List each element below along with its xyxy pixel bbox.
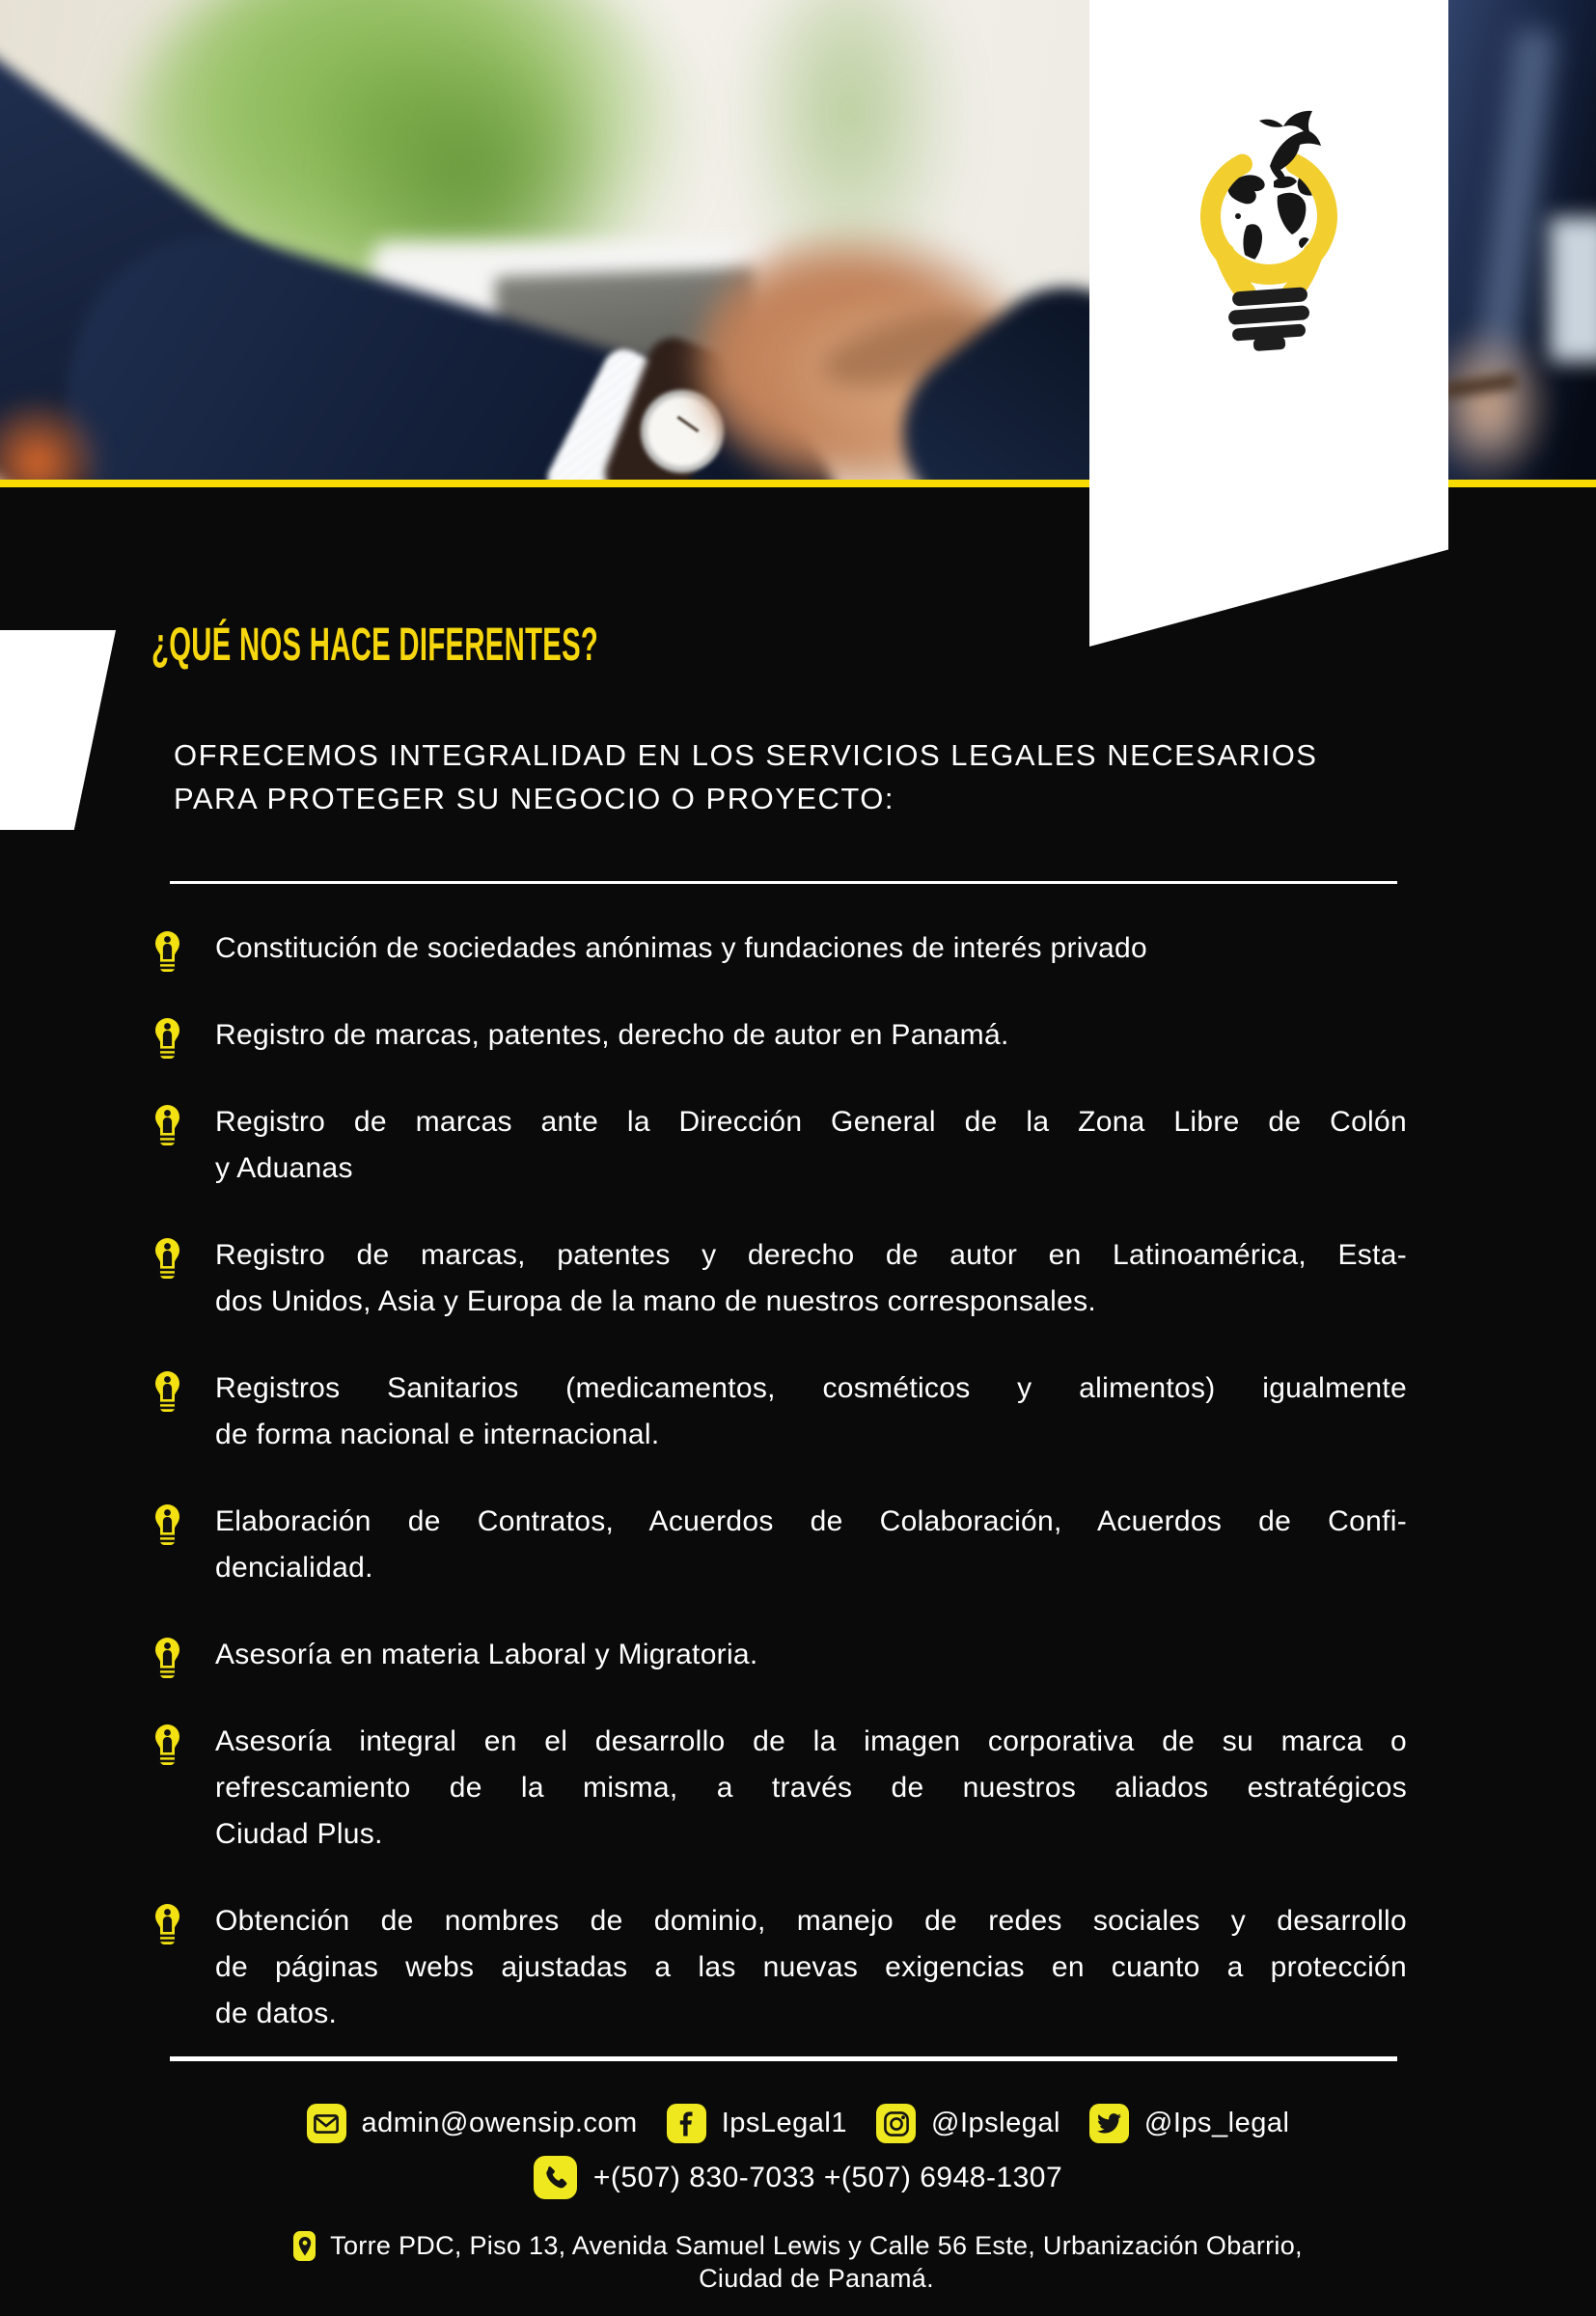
address-line-2: Ciudad de Panamá. xyxy=(699,2264,934,2293)
address-line-1: Torre PDC, Piso 13, Avenida Samuel Lewis y Calle 56 Este, Urbanización Obarrio, xyxy=(330,2231,1303,2260)
person-lightbulb-icon xyxy=(152,1103,182,1149)
phone-icon xyxy=(534,2156,577,2199)
service-text: Constitución de sociedades anónimas y fundaciones de interés privado xyxy=(215,932,1147,964)
service-text: Ciudad Plus. xyxy=(215,1818,383,1850)
facebook-icon xyxy=(667,2104,706,2143)
service-text: de páginas webs ajustadas a las nuevas exigencias en cuanto a protección xyxy=(215,1951,1407,1983)
left-white-wedge xyxy=(0,630,116,830)
service-text: Asesoría integral en el desarrollo de la imagen corporativa de su marca o xyxy=(215,1725,1407,1757)
globe-lightbulb-logo-icon xyxy=(1153,81,1385,361)
intro-text xyxy=(174,733,1318,820)
service-text: Asesoría en materia Laboral y Migratoria. xyxy=(215,1639,758,1670)
intro-line-2: PARA PROTEGER SU NEGOCIO O PROYECTO: xyxy=(174,782,895,815)
service-text: Obtención de nombres de dominio, manejo de redes sociales y desarrollo xyxy=(215,1905,1407,1937)
person-lightbulb-icon xyxy=(152,1016,182,1062)
service-text: refrescamiento de la misma, a través de nuestros aliados estratégicos xyxy=(215,1772,1407,1804)
twitter-contact xyxy=(1089,2104,1290,2143)
email-label: admin@owensip.com xyxy=(361,2108,638,2138)
list-item xyxy=(152,925,1407,972)
instagram-icon xyxy=(876,2104,916,2143)
service-text: de datos. xyxy=(215,1998,338,2029)
list-item xyxy=(152,1632,1407,1678)
person-lightbulb-icon xyxy=(152,1723,182,1769)
logo-ribbon xyxy=(1089,0,1448,647)
facebook-label: IpsLegal1 xyxy=(721,2108,847,2138)
twitter-label: @Ips_legal xyxy=(1143,2108,1290,2138)
person-lightbulb-icon xyxy=(152,1636,182,1682)
service-text: de forma nacional e internacional. xyxy=(215,1419,660,1450)
person-lightbulb-icon xyxy=(152,1236,182,1282)
intro-line-1: OFRECEMOS INTEGRALIDAD EN LOS SERVICIOS LEGALES NECESARIOS xyxy=(174,738,1318,772)
person-lightbulb-icon xyxy=(152,929,182,976)
list-item xyxy=(152,1499,1407,1591)
service-text: Registro de marcas, patentes, derecho de autor en Panamá. xyxy=(215,1019,1009,1051)
list-item xyxy=(152,1719,1407,1858)
list-item xyxy=(152,1898,1407,2037)
address-text xyxy=(330,2229,1303,2295)
service-text: Registro de marcas, patentes y derecho de autor en Latinoamérica, Esta- xyxy=(215,1239,1407,1271)
service-text: Elaboración de Contratos, Acuerdos de Colaboración, Acuerdos de Confi- xyxy=(215,1505,1407,1537)
facebook-contact xyxy=(667,2104,847,2143)
list-item xyxy=(152,1365,1407,1458)
service-text: dos Unidos, Asia y Europa de la mano de nuestros corresponsales. xyxy=(215,1285,1097,1317)
service-text: Registros Sanitarios (medicamentos, cosméticos y alimentos) igualmente xyxy=(215,1372,1407,1404)
email-icon xyxy=(307,2104,346,2143)
list-item xyxy=(152,1099,1407,1192)
address-row xyxy=(0,2229,1596,2295)
person-lightbulb-icon xyxy=(152,1503,182,1549)
instagram-label: @Ipslegal xyxy=(931,2108,1060,2138)
service-text: y Aduanas xyxy=(215,1152,353,1184)
person-lightbulb-icon xyxy=(152,1369,182,1416)
phone-row xyxy=(0,2156,1596,2199)
photo-right-man-shirt xyxy=(1550,217,1596,362)
instagram-contact xyxy=(876,2104,1060,2143)
location-pin-icon xyxy=(293,2231,316,2261)
person-lightbulb-icon xyxy=(152,1902,182,1948)
twitter-icon xyxy=(1089,2104,1129,2143)
separator-bottom xyxy=(170,2056,1397,2061)
service-text: Registro de marcas ante la Dirección General de la Zona Libre de Colón xyxy=(215,1106,1407,1138)
contact-row xyxy=(0,2104,1596,2143)
list-item xyxy=(152,1012,1407,1059)
services-list xyxy=(152,925,1407,2078)
phone-label: +(507) 830-7033 +(507) 6948-1307 xyxy=(592,2161,1063,2193)
page-title: ¿QUÉ NOS HACE DIFERENTES? xyxy=(151,620,599,671)
separator-top xyxy=(170,881,1397,884)
list-item xyxy=(152,1232,1407,1325)
service-text: dencialidad. xyxy=(215,1552,373,1584)
email-contact xyxy=(307,2104,638,2143)
